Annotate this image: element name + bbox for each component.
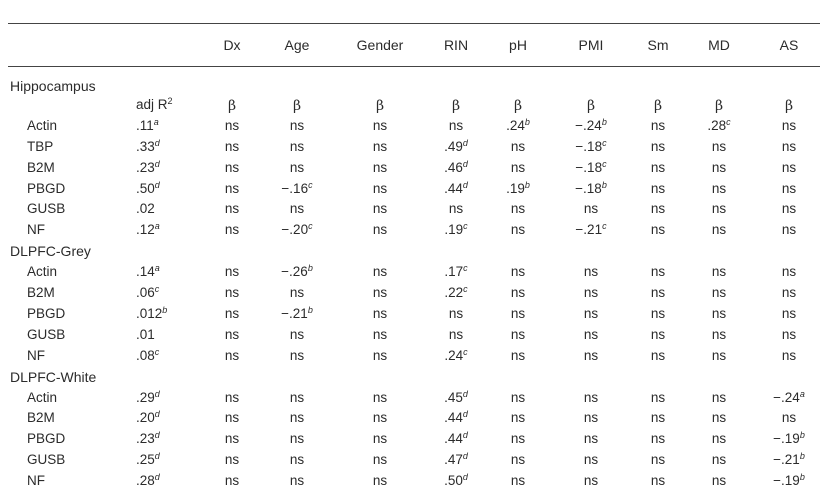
beta-header: β — [784, 97, 794, 114]
table-cell: ns — [372, 347, 388, 363]
group-label: DLPFC-White — [10, 368, 97, 385]
row-label: NF — [27, 473, 45, 489]
group-label: Hippocampus — [10, 78, 96, 94]
table-cell: ns — [711, 138, 727, 154]
table-cell: ns — [289, 410, 305, 426]
table-cell: ns — [372, 264, 388, 280]
significance-marker: d — [462, 158, 468, 169]
row-label: Actin — [27, 389, 58, 405]
table-cell: ns — [650, 305, 666, 321]
significance-marker: d — [154, 137, 160, 148]
table-cell: .49$^d$ — [444, 137, 468, 154]
significance-marker: d — [154, 179, 160, 190]
table-cell: ns — [711, 159, 727, 175]
table-cell: ns — [583, 326, 599, 342]
row-label: PBGD — [27, 180, 66, 196]
table-cell: ns — [289, 117, 305, 133]
table-cell: ns — [583, 431, 599, 447]
table-cell: ns — [224, 326, 240, 342]
table-cell: ns — [711, 410, 727, 426]
row-label: B2M — [27, 159, 55, 175]
table-cell: ns — [781, 180, 797, 196]
table-cell: −.20$^c$ — [281, 221, 313, 238]
table-cell: .44$^d$ — [444, 430, 468, 447]
table-cell: ns — [650, 389, 666, 405]
row-label: B2M — [27, 410, 55, 426]
significance-marker: a — [154, 263, 160, 274]
table-cell: ns — [289, 138, 305, 154]
table-cell: ns — [448, 326, 464, 342]
table-cell: ns — [510, 473, 526, 489]
table-cell: −.21$^c$ — [575, 221, 607, 238]
significance-marker: b — [307, 304, 313, 315]
table-cell: ns — [289, 389, 305, 405]
table-cell: ns — [711, 389, 727, 405]
table-cell: ns — [583, 452, 599, 468]
table-cell: ns — [224, 138, 240, 154]
adj-r2-value: .02 — [136, 201, 155, 217]
table-cell: ns — [650, 159, 666, 175]
row-label: NF — [27, 222, 45, 238]
table-cell: ns — [224, 452, 240, 468]
table-cell: ns — [510, 264, 526, 280]
table-cell: ns — [781, 201, 797, 217]
beta-header: β — [451, 97, 461, 114]
adj-r2-value: .14$^a$ — [136, 263, 160, 280]
column-header-gender: Gender — [356, 37, 404, 53]
table-cell: ns — [289, 285, 305, 300]
table-cell: ns — [289, 452, 305, 468]
table-cell: ns — [448, 201, 464, 217]
table-cell: ns — [650, 410, 666, 426]
adj-r2-value: .33$^d$ — [136, 137, 160, 154]
table-cell: ns — [583, 285, 599, 300]
table-cell: ns — [372, 180, 388, 196]
table-cell: ns — [650, 347, 666, 363]
significance-marker: 2 — [167, 95, 173, 106]
table-cell: ns — [711, 222, 727, 238]
table-cell: ns — [224, 285, 240, 300]
table-cell: ns — [711, 264, 727, 280]
significance-marker: d — [154, 409, 160, 420]
table-cell: ns — [289, 473, 305, 489]
significance-marker: c — [463, 221, 468, 232]
table-cell: .24$^c$ — [444, 346, 468, 363]
table-cell: .46$^d$ — [444, 158, 468, 175]
table-cell: ns — [372, 285, 388, 300]
table-cell: ns — [372, 159, 388, 175]
significance-marker: d — [462, 137, 468, 148]
table-cell: ns — [781, 264, 797, 280]
table-cell: .22$^c$ — [444, 284, 468, 300]
table-cell: ns — [372, 201, 388, 217]
top-rule — [8, 23, 820, 24]
table-cell: ns — [448, 305, 464, 321]
table-cell: ns — [289, 201, 305, 217]
significance-marker: d — [462, 388, 468, 399]
column-header-age: Age — [284, 37, 310, 53]
column-header-md: MD — [708, 37, 730, 53]
table-cell: ns — [650, 452, 666, 468]
table-cell: ns — [781, 347, 797, 363]
table-cell: ns — [583, 264, 599, 280]
table-cell: ns — [510, 347, 526, 363]
table-cell: ns — [224, 159, 240, 175]
significance-marker: b — [799, 451, 805, 462]
table-cell: ns — [224, 473, 240, 489]
table-cell: −.21$^b$ — [281, 304, 313, 321]
significance-marker: b — [799, 430, 805, 441]
significance-marker: c — [726, 116, 731, 127]
table-cell: ns — [781, 305, 797, 321]
table-cell: ns — [650, 180, 666, 196]
table-cell: ns — [781, 410, 797, 426]
significance-marker: b — [799, 472, 805, 483]
significance-marker: d — [154, 472, 160, 483]
table-cell: ns — [224, 180, 240, 196]
table-cell: ns — [372, 431, 388, 447]
table-cell: −.26$^b$ — [281, 263, 313, 280]
table-cell: ns — [781, 117, 797, 133]
row-label: Actin — [27, 264, 58, 280]
row-label: PBGD — [27, 431, 66, 447]
beta-header: β — [227, 97, 237, 114]
table-cell: .47$^d$ — [444, 451, 468, 468]
table-cell: ns — [711, 347, 727, 363]
table-cell: ns — [289, 347, 305, 363]
beta-header: β — [375, 97, 385, 114]
column-header-as: AS — [779, 37, 799, 53]
beta-header: β — [714, 97, 724, 114]
table-cell: −.16$^c$ — [281, 179, 313, 196]
significance-marker: a — [799, 388, 805, 399]
adj-r2-value: .25$^d$ — [136, 451, 160, 468]
table-cell: ns — [510, 222, 526, 238]
table-cell: ns — [650, 285, 666, 300]
table-cell: .50$^d$ — [444, 472, 468, 489]
table-cell: ns — [510, 389, 526, 405]
significance-marker: a — [154, 221, 160, 232]
table-cell: ns — [224, 410, 240, 426]
beta-header: β — [513, 97, 523, 114]
significance-marker: c — [308, 179, 313, 190]
significance-marker: c — [154, 346, 160, 357]
beta-header: β — [586, 97, 596, 114]
beta-header: β — [653, 97, 663, 114]
table-cell: ns — [372, 222, 388, 238]
table-cell: −.19$^b$ — [773, 430, 805, 447]
column-header-sm: Sm — [647, 37, 669, 53]
adj-r2-value: .012$^b$ — [136, 304, 168, 321]
group-label: DLPFC-Grey — [10, 243, 91, 260]
table-cell: .19$^c$ — [444, 221, 468, 238]
table-cell: ns — [510, 431, 526, 447]
table-cell: ns — [372, 326, 388, 342]
beta-header: β — [292, 97, 302, 114]
significance-marker: c — [463, 284, 468, 294]
significance-marker: d — [462, 451, 468, 462]
adj-r2-value: .12$^a$ — [136, 221, 160, 238]
table-cell: .44$^d$ — [444, 179, 468, 196]
significance-marker: a — [153, 116, 159, 127]
row-label: B2M — [27, 285, 55, 300]
table-cell: ns — [781, 285, 797, 300]
table-cell: ns — [781, 326, 797, 342]
table-cell: .44$^d$ — [444, 409, 468, 426]
table-cell: ns — [224, 264, 240, 280]
significance-marker: d — [154, 158, 160, 169]
table-cell: ns — [372, 410, 388, 426]
table-cell: ns — [711, 431, 727, 447]
significance-marker: b — [162, 304, 168, 315]
column-header-rin: RIN — [443, 37, 469, 53]
table-cell: ns — [372, 452, 388, 468]
adj-r2-value: .01 — [136, 326, 155, 342]
significance-marker: d — [462, 179, 468, 190]
adj-r2-value: .50$^d$ — [136, 179, 160, 196]
adj-r2-value: .29$^d$ — [136, 388, 160, 405]
significance-marker: b — [601, 179, 607, 190]
table-cell: ns — [650, 473, 666, 489]
table-cell: ns — [711, 180, 727, 196]
significance-marker: d — [462, 409, 468, 420]
adj-r2-value: .06$^c$ — [136, 284, 160, 300]
table-cell: ns — [372, 473, 388, 489]
significance-marker: d — [154, 388, 160, 399]
row-label: NF — [27, 347, 45, 363]
significance-marker: b — [524, 116, 530, 127]
table-cell: ns — [650, 222, 666, 238]
column-header-ph: pH — [509, 37, 527, 53]
table-cell: ns — [583, 410, 599, 426]
table-cell: ns — [224, 305, 240, 321]
row-label: PBGD — [27, 305, 66, 321]
adj-r2-header: adj $R^2$ — [136, 95, 173, 112]
significance-marker: d — [154, 451, 160, 462]
table-cell: ns — [510, 410, 526, 426]
table-cell: .28$^c$ — [707, 116, 731, 133]
table-cell: ns — [650, 117, 666, 133]
table-cell: ns — [510, 326, 526, 342]
significance-marker: b — [524, 179, 530, 190]
row-label: Actin — [27, 117, 58, 133]
table-cell: ns — [583, 473, 599, 489]
table-cell: ns — [372, 138, 388, 154]
table-cell: ns — [510, 201, 526, 217]
significance-marker: b — [601, 116, 607, 127]
significance-marker: c — [154, 284, 160, 294]
table-cell: ns — [372, 117, 388, 133]
table-cell: ns — [711, 473, 727, 489]
table-cell: ns — [711, 326, 727, 342]
row-label: GUSB — [27, 201, 66, 217]
table-cell: ns — [510, 138, 526, 154]
table-cell: −.18$^b$ — [575, 179, 607, 196]
table-cell: .19$^b$ — [506, 179, 530, 196]
table-cell: ns — [650, 431, 666, 447]
adj-r2-value: .23$^d$ — [136, 158, 160, 175]
table-cell: ns — [224, 201, 240, 217]
significance-marker: d — [462, 430, 468, 441]
row-label: GUSB — [27, 326, 66, 342]
table-cell: ns — [224, 117, 240, 133]
table-cell: ns — [510, 159, 526, 175]
table-cell: ns — [650, 201, 666, 217]
header-rule — [8, 66, 820, 67]
table-cell: ns — [711, 201, 727, 217]
significance-marker: c — [602, 158, 607, 169]
adj-r2-value: .08$^c$ — [136, 346, 160, 363]
table-cell: ns — [448, 117, 464, 133]
significance-marker: c — [463, 263, 468, 274]
significance-marker: c — [308, 221, 313, 232]
significance-marker: c — [602, 221, 607, 232]
significance-marker: c — [463, 346, 468, 357]
table-cell: ns — [224, 347, 240, 363]
table-cell: ns — [650, 264, 666, 280]
adj-r2-value: .11$^a$ — [136, 116, 159, 133]
significance-marker: d — [154, 430, 160, 441]
adj-r2-value: .20$^d$ — [136, 409, 160, 426]
table-cell: ns — [650, 138, 666, 154]
table-cell: −.24$^a$ — [773, 388, 805, 405]
table-cell: ns — [711, 285, 727, 300]
table-cell: .45$^d$ — [444, 388, 468, 405]
table-cell: −.18$^c$ — [575, 137, 607, 154]
table-cell: −.19$^b$ — [773, 472, 805, 489]
table-cell: .17$^c$ — [444, 263, 468, 280]
column-header-dx: Dx — [223, 37, 241, 53]
table-cell: −.18$^c$ — [575, 158, 607, 175]
significance-marker: b — [307, 263, 313, 274]
table-cell: ns — [224, 222, 240, 238]
row-label: TBP — [27, 138, 54, 154]
table-cell: ns — [510, 452, 526, 468]
table-cell: ns — [372, 389, 388, 405]
table-cell: ns — [583, 305, 599, 321]
table-cell: ns — [289, 431, 305, 447]
table-cell: ns — [224, 431, 240, 447]
table-cell: −.21$^b$ — [773, 451, 805, 468]
table-cell: ns — [510, 285, 526, 300]
table-cell: .24$^b$ — [506, 116, 530, 133]
significance-marker: c — [602, 137, 607, 148]
table-cell: ns — [289, 159, 305, 175]
significance-marker: d — [462, 472, 468, 483]
row-label: GUSB — [27, 452, 66, 468]
table-cell: ns — [781, 138, 797, 154]
table-cell: ns — [510, 305, 526, 321]
table-cell: ns — [781, 222, 797, 238]
table-cell: ns — [224, 389, 240, 405]
table-cell: ns — [583, 389, 599, 405]
table-cell: ns — [650, 326, 666, 342]
table-cell: −.24$^b$ — [575, 116, 607, 133]
table-cell: ns — [583, 201, 599, 217]
adj-r2-value: .28$^d$ — [136, 472, 160, 489]
table-cell: ns — [711, 452, 727, 468]
table-cell: ns — [711, 305, 727, 321]
table-cell: ns — [583, 347, 599, 363]
table-cell: ns — [781, 159, 797, 175]
table-cell: ns — [289, 326, 305, 342]
table-cell: ns — [372, 305, 388, 321]
column-header-pmi: PMI — [578, 37, 604, 53]
adj-r2-value: .23$^d$ — [136, 430, 160, 447]
